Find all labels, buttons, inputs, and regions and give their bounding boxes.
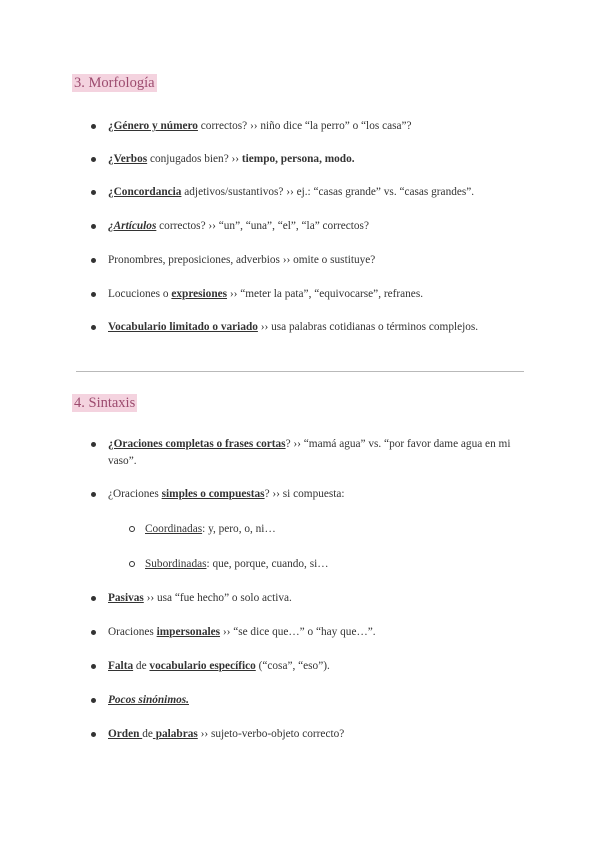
text-run: ¿Artículos (108, 220, 157, 232)
text-run: correctos? ›› niño dice “la perro” o “los casa”? (197, 120, 412, 132)
hollow-bullet-icon (129, 561, 135, 567)
text-run: correctos? ›› “un”, “una”, “el”, “la” correctos? (156, 220, 369, 232)
list-item (108, 319, 526, 336)
bullet-icon (91, 630, 96, 635)
section-heading-sintaxis: 4. Sintaxis (74, 395, 136, 411)
list-item (108, 218, 526, 235)
bullet-icon (91, 124, 96, 129)
horizontal-divider (76, 371, 524, 372)
text-run: adjetivos/sustantivos? ›› ej.: “casas grande” vs. “casas grandes”. (181, 186, 475, 198)
text-run: impersonales (156, 626, 221, 638)
text-run: ¿Género y número (108, 120, 198, 132)
list-item (108, 624, 526, 641)
bullet-icon (91, 492, 96, 497)
text-run: ? ›› si compuesta: (264, 488, 345, 500)
text-run: palabras (152, 728, 198, 740)
text-run: (“cosa”, “eso”). (255, 660, 330, 672)
text-run: tiempo, persona, modo. (241, 153, 355, 165)
text-run: Oraciones (108, 626, 157, 638)
bullet-icon (91, 596, 96, 601)
text-run: expresiones (171, 288, 228, 300)
text-run: ›› usa palabras cotidianas o términos complejos. (257, 321, 479, 333)
list-item (108, 118, 526, 135)
list-item (108, 252, 526, 269)
text-run: simples o compuestas (161, 488, 265, 500)
text-run: ›› usa “fue hecho” o solo activa. (143, 592, 292, 604)
text-run: Vocabulario limitado o variado (108, 321, 258, 333)
text-run: Falta (108, 660, 134, 672)
text-run: ¿Oraciones completas o frases cortas (108, 438, 286, 450)
bullet-icon (91, 732, 96, 737)
list-item (145, 556, 525, 573)
bullet-icon (91, 292, 96, 297)
text-run: : que, porque, cuando, si… (206, 558, 329, 570)
hollow-bullet-icon (129, 526, 135, 532)
text-run: de (142, 728, 153, 740)
bullet-icon (91, 442, 96, 447)
list-item (108, 658, 526, 675)
list-item (108, 726, 526, 743)
list-item (108, 151, 526, 168)
text-run: Pocos sinónimos. (108, 694, 189, 706)
text-run: ¿Concordancia (108, 186, 182, 198)
list-item (108, 184, 526, 201)
text-run: Pasivas (108, 592, 144, 604)
text-run: Locuciones o (108, 288, 172, 300)
bullet-icon (91, 190, 96, 195)
text-run: Coordinadas (145, 523, 203, 535)
text-run: Subordinadas (145, 558, 207, 570)
bullet-icon (91, 224, 96, 229)
text-run: vocabulario específico (149, 660, 256, 672)
text-run: Orden (108, 728, 143, 740)
bullet-icon (91, 258, 96, 263)
list-item (108, 436, 526, 470)
text-run: conjugados bien? ›› (147, 153, 242, 165)
text-run: de (133, 660, 150, 672)
list-item (108, 286, 526, 303)
text-run: : y, pero, o, ni… (202, 523, 276, 535)
bullet-icon (91, 157, 96, 162)
list-item (145, 521, 525, 538)
text-run: ›› “meter la pata”, “equivocarse”, refranes. (227, 288, 424, 300)
section-heading-morfologia: 3. Morfología (74, 75, 155, 91)
list-item (108, 590, 526, 607)
list-item (108, 692, 526, 709)
text-run: ›› “se dice que…” o “hay que…”. (220, 626, 376, 638)
list-item (108, 486, 526, 503)
text-run: ? ›› “mamá agua” vs. “por favor dame agua en mi vaso”. (108, 438, 511, 467)
bullet-icon (91, 698, 96, 703)
text-run: Pronombres, preposiciones, adverbios ›› omite o sustituye? (108, 254, 376, 266)
text-run: ¿Oraciones (108, 488, 162, 500)
text-run: ¿Verbos (108, 153, 148, 165)
text-run: ›› sujeto-verbo-objeto correcto? (197, 728, 345, 740)
bullet-icon (91, 325, 96, 330)
bullet-icon (91, 664, 96, 669)
